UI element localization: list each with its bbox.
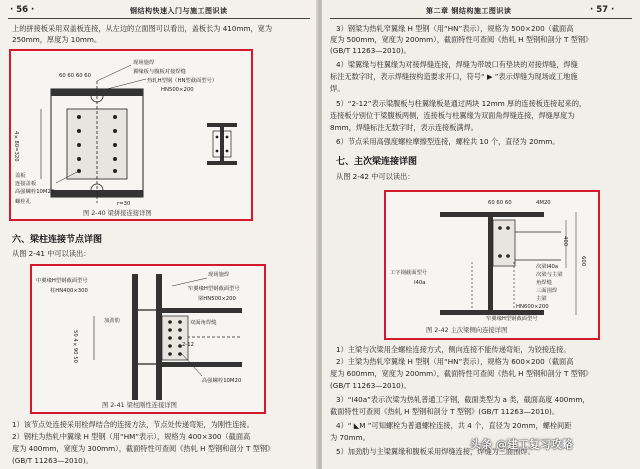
left-bottom-line-2: 2）钢柱为热轧中翼缘 H 型钢（用“HM”表示），规格为 400×300（截面高 [12,432,251,441]
fig3-dim-side: 400 [562,236,568,247]
right-bottom-line-6: 截面特性可查阅《热轧 H 型钢和剖分 T 型钢》(GB/T 11263—2010)。 [330,407,560,416]
right-top-line-10: 6）节点采用高强度螺栓摩擦型连接，螺栓共 10 个，直径为 20mm。 [336,137,560,146]
left-bottom-line-4: (GB/T 11263—2010)。 [12,456,93,465]
fig1-flange-weld: 翼缘板与腹板对接焊缝 [133,69,186,75]
fig1-beam-size: HN500×200 [161,87,194,93]
fig3-main-beam: 主梁 [536,296,547,302]
right-top-line-9: 8mm，焊缝标注无数字时，表示连接板满焊。 [330,123,478,132]
right-bottom-line-4: (GB/T 11263—2010)。 [330,381,411,390]
fig1-web-plate: 连接盖板 [15,181,37,187]
fig1-dims-top: 60 60 60 60 [59,73,92,79]
left-bottom-line-3: 度为 400mm，宽度为 300mm），截面特性可查阅《热轧 H 型钢和剖分 T 型钢》 [12,444,275,453]
right-bottom-line-7: 4）“ ◣M ”可知螺栓为普通螺栓连接，共 4 个，直径为 20mm，螺栓间距 [336,421,572,430]
right-bottom-line-3: 度为 600mm，宽度为 200mm），截面特性可查阅《热轧 H 型钢和剖分 T 型钢》 [330,369,593,378]
fig3-main-size: HN600×200 [516,304,549,310]
fig2-beam-size: 梁HN500×200 [198,296,236,302]
fig1-plate-left: 4×80=320 [13,131,19,162]
fig1-site-weld: 现场施焊 [133,60,155,66]
right-page-number: · 57 · [590,5,615,15]
fig3-sub-beam: 次梁I40a [536,264,559,270]
intro-line-2: 250mm，厚度为 10mm。 [12,35,102,44]
left-header-rule [8,18,310,19]
right-bottom-line-2: 2）主梁为热轧窄翼缘 H 型钢（用“HN”表示），规格为 600×200（截面高 [336,357,574,366]
figure-2-42-frame [384,190,600,340]
fig2-double-weld: 双面角焊缝 [190,320,217,326]
fig2-caption: 图 2-41 梁柱刚性连接详图 [102,402,177,409]
section-heading-6: 六、梁柱连接节点详图 [12,235,103,245]
right-bottom-line-1: 1）主梁与次梁用全螺栓连接方式，侧向连接不能传递弯矩，为铰接连接。 [336,345,571,354]
left-running-title: 钢结构快速入门与施工图识读 [130,7,228,15]
fig3-dims-top: 60 60 60 [488,200,512,206]
right-bottom-line-5: 3）“I40a”表示次梁为热轧普通工字钢，截面类型为 a 类，截面高度 400mm， [336,395,590,404]
fig3-stiff: 次梁与主梁 [536,272,563,278]
right-top-line-7: 5）“2-12”表示梁腹板与柱翼缘板是通过两块 12mm 厚的连接板连接起来的， [336,99,587,108]
intro-line-1: 上的拼接板采用双盖板连接，从左边的立面图可以看出，盖板长为 410mm，宽为 [12,24,273,33]
fig3-caption: 图 2-42 主次梁侧向连接详图 [426,327,508,334]
fig3-dim-side2: 600 [580,256,586,267]
right-bottom-line-8: 为 70mm。 [330,433,370,442]
right-page [322,0,640,469]
right-top-line-2: 度为 500mm，宽度为 200mm），截面特性可查阅《热轧 H 型钢和剖分 T 型钢》 [330,35,593,44]
left-running-header [0,4,318,18]
fig3-i-beam: 工字钢截面型号 [390,270,428,276]
fig1-flange-plate: 盖板 [15,173,26,179]
figure-2-40-frame [9,49,253,221]
right-top-line-1: 3）钢梁为热轧窄翼缘 H 型钢（用“HN”表示），规格为 500×200（截面高 [336,24,574,33]
fig2-site-weld: 现场施焊 [208,272,230,278]
right-top-line-4: 4）梁翼缘与柱翼缘为对接焊缝连接，焊缝为带坡口有垫块的对接焊缝，焊缝 [336,60,578,69]
figure-2-41-frame [30,264,266,414]
right-from-line: 从图 2-42 中可以读出： [336,172,415,181]
fig2-col-size: 柱HN400×300 [50,288,88,294]
fig1-r: r=30 [117,201,131,207]
fig2-beam-type: 窄翼缘H型钢截面型号 [188,286,240,292]
fig2-hs-bolt: 高强螺栓10M20 [202,378,242,384]
watermark: 头条 @建工复习攻略 [470,438,573,451]
fig1-caption: 图 2-40 梁拼接连接详图 [83,210,152,217]
fig2-weld-2-12: 2-12 [182,342,195,348]
left-page-number: · 56 · [10,5,35,15]
fig3-i-size: I40a [414,280,426,286]
right-header-rule [330,18,632,19]
right-top-line-5: 标注无数字时，表示焊缝按构造要求开口，符号“ ▶ ”表示焊缝为现场或工地施 [330,72,578,81]
fig1-hs-bolt: 高强螺栓10M22 [15,189,55,195]
fig3-bolt-top: 4M20 [536,200,551,206]
right-bottom-line-9: 5）加劲肋与主梁翼缘和腹板采用焊缝连接，焊缝为三面围焊。 [336,447,535,456]
right-top-line-8: 连接板分别位于梁腹板两侧，连接板与柱翼缘为双面角焊缝连接，焊缝厚度为 [330,111,575,120]
left-page [0,0,318,469]
fig3-weld-mark: 三面围焊 [536,288,558,294]
right-running-title: 第二章 钢结构施工图识读 [426,7,512,15]
fig1-bolt-hole: 螺栓孔 [15,199,31,205]
right-running-header [322,4,640,18]
right-top-line-6: 焊。 [330,84,345,93]
fig2-col-type: 中翼缘H型钢截面型号 [36,278,88,284]
fig3-sec-type: 窄翼缘H型钢截面型号 [486,316,538,322]
section-heading-7: 七、主次梁连接详图 [336,157,418,167]
fig2-dims: 50 4×90 50 [72,330,78,363]
left-from-line: 从图 2-41 中可以读出： [12,249,91,258]
fig1-beam-type: 热轧H型钢（HN型截面型号） [147,78,218,84]
left-bottom-line-1: 1）该节点处连接采用栓焊结合的连接方法，节点处传递弯矩，为刚性连接。 [12,420,254,429]
right-top-line-3: (GB/T 11263—2010)。 [330,46,411,55]
fig2-stiffener: 加劲肋 [104,318,120,324]
fig3-welds: 角焊缝 [536,280,552,286]
